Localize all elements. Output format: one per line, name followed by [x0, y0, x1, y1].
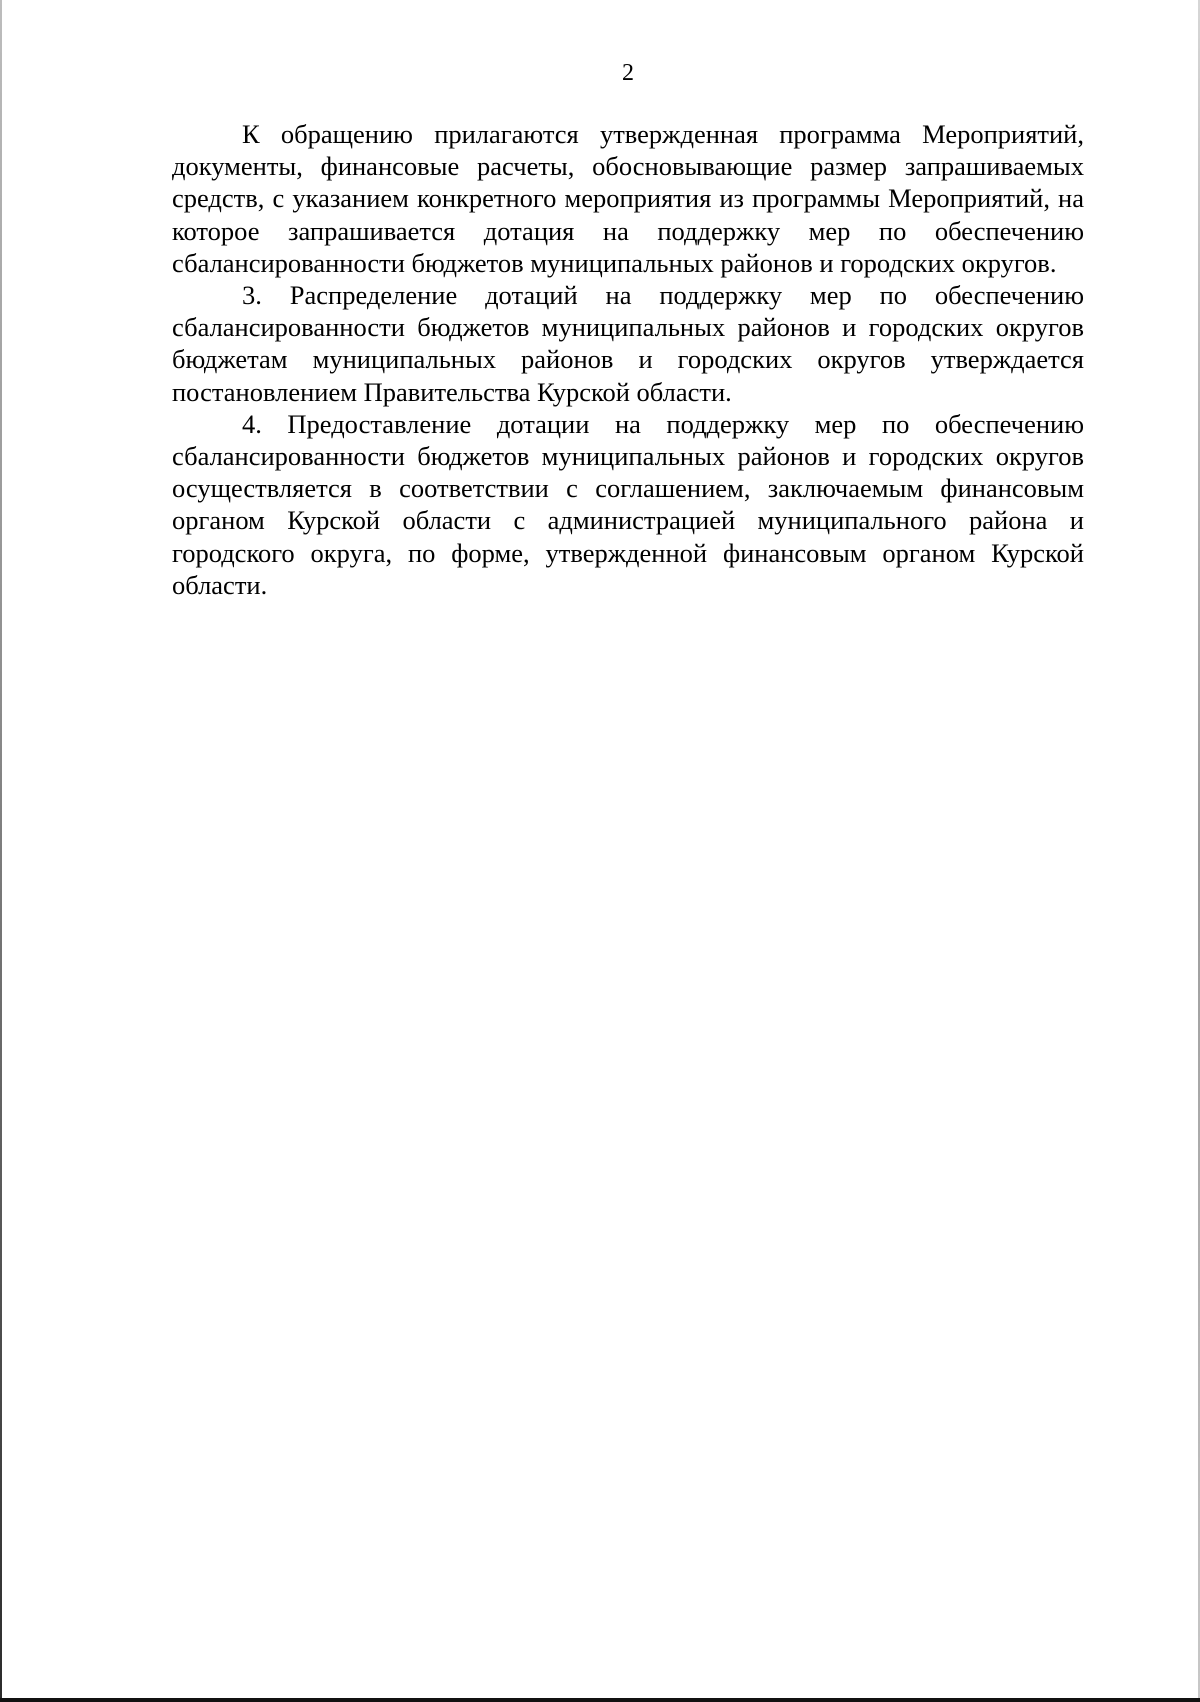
paragraph-3-distribution: 3. Распределение дотаций на поддержку мер по обеспечению сбалансированности бюджетов муниципальных районов и городских округов бюджетам муниципальных районов и городских округов утверждается постановлением Правительства Курской области. [172, 280, 1084, 407]
paragraph-4-provision: 4. Предоставление дотации на поддержку мер по обеспечению сбалансированности бюджетов муниципальных районов и городских округов осуществляется в соответствии с соглашением, заключаемым финансовым органом Курской области с администрацией муниципального района и городского округа, по форме, утвержденной финансовым органом Курской области. [172, 408, 1084, 600]
scan-edge-bottom [0, 1698, 1200, 1702]
paragraph-attachments: К обращению прилагаются утвержденная программа Мероприятий, документы, финансовые расчеты, обосновывающие размер запрашиваемых средств, с указанием конкретного мероприятия из программы Мероприятий, на которое запрашивается дотация на поддержку мер по обеспечению сбалансированности бюджетов муниципальных районов и городских округов. [172, 119, 1084, 278]
scan-edge-left [0, 0, 2, 1702]
page-number: 2 [622, 60, 634, 86]
document-body [172, 118, 1084, 601]
